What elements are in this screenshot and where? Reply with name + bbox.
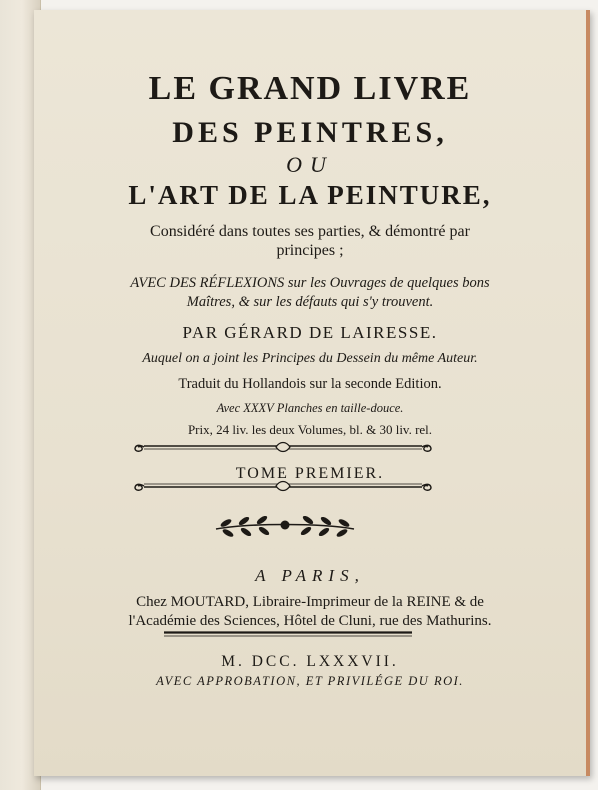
subtitle-line-1: Considéré dans toutes ses parties, & démontré par (150, 223, 470, 240)
double-rule-divider (164, 631, 412, 637)
tome-label: TOME PREMIER. (235, 465, 385, 482)
subtitle-line-2: principes ; (276, 242, 344, 259)
reflexions-line-2: Maîtres, & sur les défauts qui s'y trouvent. (186, 294, 434, 310)
added-principles-line: Auquel on a joint les Principes du Dessein du même Auteur. (142, 351, 478, 366)
title-conjunction: OU (286, 152, 334, 177)
scroll-rule-top-ornament (130, 440, 436, 454)
reflexions-line-1: AVEC DES RÉFLEXIONS sur les Ouvrages de quelques bons (130, 275, 490, 291)
publication-date: M. DCC. LXXXVII. (221, 653, 399, 670)
privilege-line: AVEC APPROBATION, ET PRIVILÉGE DU ROI. (156, 674, 464, 688)
title-line-2: DES PEINTRES, (172, 116, 448, 149)
title-line-3: L'ART DE LA PEINTURE, (128, 180, 492, 210)
price-line: Prix, 24 liv. les deux Volumes, bl. & 30 liv. rel. (187, 422, 433, 437)
plates-line: Avec XXXV Planches en taille-douce. (216, 401, 404, 415)
title-line-1: LE GRAND LIVRE (148, 70, 472, 107)
title-page (34, 10, 590, 776)
translation-line: Traduit du Hollandois sur la seconde Edition. (178, 376, 442, 392)
publisher-line-1: Chez MOUTARD, Libraire-Imprimeur de la REINE & de (136, 594, 484, 610)
floral-vignette-ornament (210, 513, 360, 541)
author-line: PAR GÉRARD DE LAIRESSE. (182, 323, 438, 342)
publisher-line-2: l'Académie des Sciences, Hôtel de Cluni, rue des Mathurins. (128, 613, 492, 629)
scroll-rule-bottom-ornament (130, 479, 436, 493)
place-of-publication: A PARIS, (255, 566, 365, 585)
